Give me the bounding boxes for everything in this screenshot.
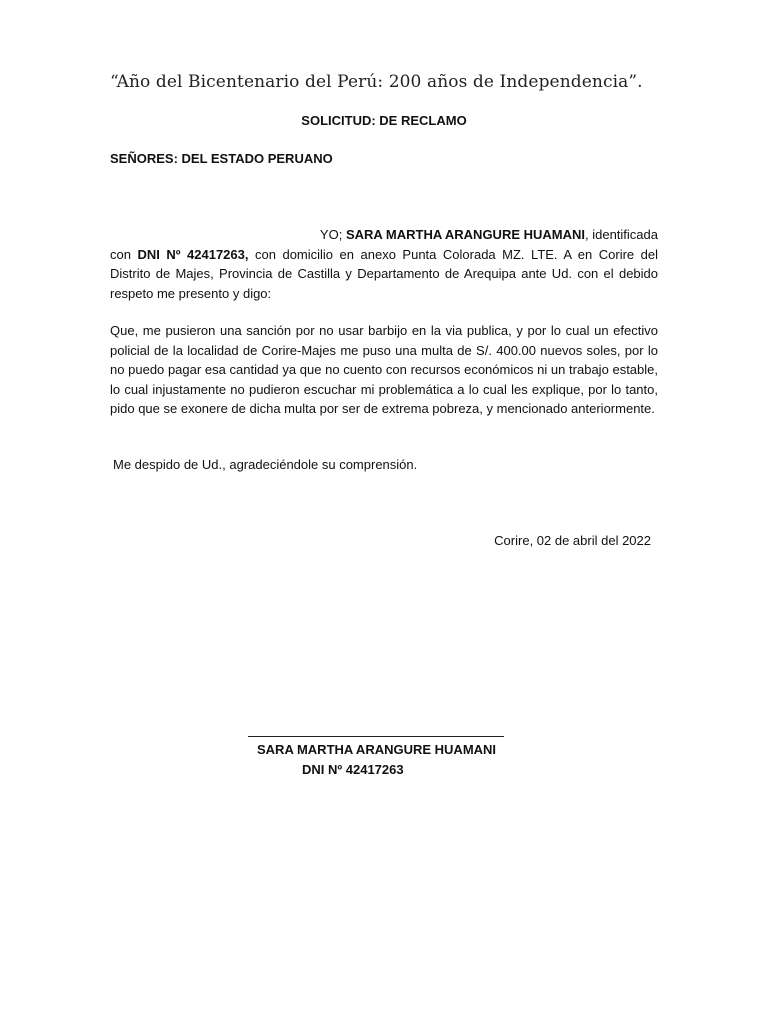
applicant-name: SARA MARTHA ARANGURE HUAMANI: [345, 227, 585, 242]
intro-first-line: [110, 225, 658, 245]
addressee: SEÑORES: DEL ESTADO PERUANO: [110, 151, 333, 166]
applicant-dni: DNI Nº 42417263,: [137, 246, 249, 262]
signature-line: [248, 736, 504, 737]
intro-identified: , identificada: [585, 227, 658, 242]
intro-rest: con domicilio en anexo Punta Colorada MZ. LTE. A en Corire del Distrito de Majes, Provincia de Castilla y Departamento de Arequipa ante Ud. con el debido respeto me presento y digo:: [110, 246, 658, 301]
intro-paragraph: [110, 225, 658, 303]
intro-yo: YO;: [319, 227, 343, 242]
signer-dni: DNI Nº 42417263: [302, 762, 404, 777]
intro-con: con: [110, 246, 131, 262]
document-subject: SOLICITUD: DE RECLAMO: [301, 113, 467, 128]
date-place: Corire, 02 de abril del 2022: [494, 533, 651, 548]
year-motto: “Año del Bicentenario del Perú: 200 años de Independencia”.: [110, 72, 643, 92]
farewell-text: Me despido de Ud., agradeciéndole su comprensión.: [113, 457, 418, 472]
signer-name: SARA MARTHA ARANGURE HUAMANI: [257, 742, 497, 757]
claim-paragraph: Que, me pusieron una sanción por no usar barbijo en la via publica, y por lo cual un efectivo policial de la localidad de Corire-Majes me puso una multa de S/. 400.00 nuevos soles, por lo no puedo pagar esa cantidad ya que no cuento con recursos económicos ni un trabajo estable, lo cual injustamente no pudieron escuchar mi problemática a lo cual les explique, por lo tanto, pido que se exonere de dicha multa por ser de extrema pobreza, y mencionado anteriormente.: [110, 323, 658, 416]
